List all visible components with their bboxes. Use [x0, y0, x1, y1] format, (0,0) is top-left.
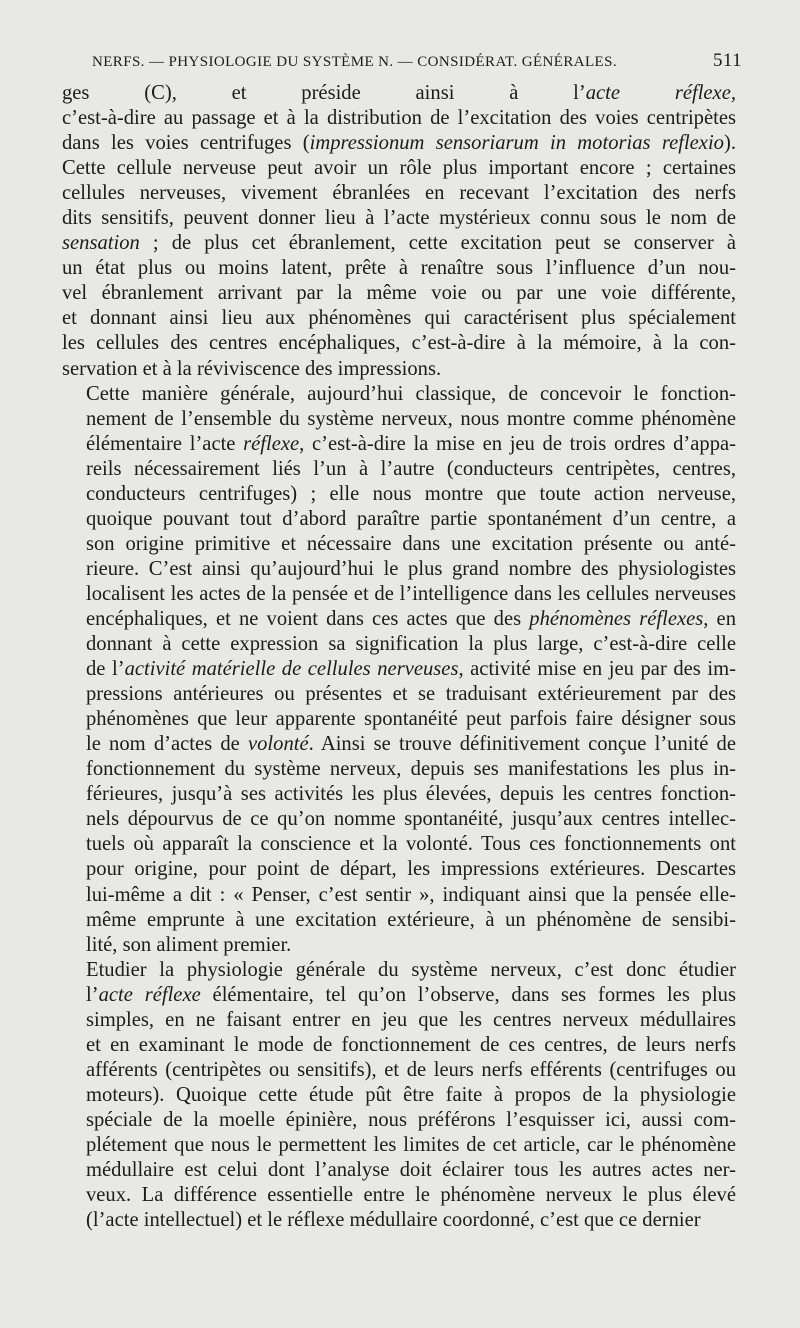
- text-run: phénomènes que leur apparente spontanéité peut parfois faire désigner sous: [86, 708, 736, 731]
- text-line: [62, 607, 736, 632]
- text-run: reils nécessairement liés l’un à l’autre (conducteurs centripètes, centres,: [86, 457, 736, 480]
- text-run: même emprunte à une excitation extérieure, à un phénomène de sensibi-: [86, 908, 736, 931]
- text-line: [62, 807, 736, 832]
- running-title: NERFS. — PHYSIOLOGIE DU SYSTÈME N. — CONSIDÉRAT. GÉNÉRALES.: [92, 54, 618, 70]
- text-line: [62, 1058, 736, 1083]
- paragraph: [62, 382, 736, 958]
- text-line: [62, 156, 736, 181]
- italic-run: activité matérielle de cellules nerveuses: [124, 658, 459, 681]
- text-run: nels dépourvus de ce qu’on nomme spontanéité, jusqu’aux centres intellec-: [86, 808, 736, 831]
- text-run: nement de l’ensemble du système nerveux, nous montre comme phénomène: [86, 407, 736, 430]
- text-run: dans les voies centrifuges (: [62, 132, 310, 155]
- text-run: un état plus ou moins latent, prête à renaître sous l’influence d’un nou-: [62, 257, 736, 280]
- text-line: [62, 457, 736, 482]
- text-run: fonctionnement du système nerveux, depuis ses manifestations les plus in-: [86, 758, 736, 781]
- text-line: [62, 933, 736, 958]
- text-run: Cette manière générale, aujourd’hui classique, de concevoir le fonction-: [86, 382, 736, 405]
- text-line: [62, 1158, 736, 1183]
- text-line: [62, 482, 736, 507]
- italic-run: sensation: [62, 232, 140, 255]
- text-line: [62, 757, 736, 782]
- text-line: [62, 1108, 736, 1133]
- text-line: [62, 1183, 736, 1208]
- text-line: [62, 782, 736, 807]
- text-run: le nom d’actes de: [86, 733, 248, 756]
- text-run: et en examinant le mode de fonctionnement de ces centres, de leurs nerfs: [86, 1033, 736, 1056]
- text-run: encéphaliques, et ne voient dans ces actes que des: [86, 607, 530, 630]
- text-run: tuels où apparaît la conscience et la volonté. Tous ces fonctionnements ont: [86, 833, 736, 856]
- italic-run: acte réflexe,: [585, 82, 736, 104]
- text-line: [62, 331, 736, 356]
- text-line: [62, 432, 736, 457]
- text-run: , c’est-à-dire la mise en jeu de trois ordres d’appa-: [299, 432, 736, 455]
- text-line: [62, 1033, 736, 1058]
- text-run: donnant à cette expression sa signification la plus large, c’est-à-dire celle: [86, 633, 736, 656]
- text-run: médullaire est celui dont l’analyse doit éclairer tous les autres actes ner-: [86, 1159, 736, 1182]
- text-run: simples, en ne faisant entrer en jeu que les centres nerveux médullaires: [86, 1008, 736, 1031]
- text-line: [62, 1208, 736, 1233]
- italic-run: phénomènes réflexes: [529, 607, 704, 630]
- text-line: [62, 857, 736, 882]
- text-line: [62, 908, 736, 933]
- italic-run: acte réflexe: [98, 983, 201, 1006]
- text-line: [62, 707, 736, 732]
- text-run: Etudier la physiologie générale du système nerveux, c’est donc étudier: [86, 958, 736, 981]
- text-line: [62, 557, 736, 582]
- text-run: conducteurs centrifuges) ; elle nous montre que toute action nerveuse,: [86, 482, 736, 505]
- text-run: ; de plus cet ébranlement, cette excitation peut se conserver à: [139, 232, 736, 255]
- text-run: moteurs). Quoique cette étude pût être faite à propos de la physiologie: [86, 1083, 736, 1106]
- text-line: [62, 632, 736, 657]
- text-run: , en: [703, 607, 736, 630]
- text-run: les cellules des centres encéphaliques, c’est-à-dire à la mémoire, à la con-: [62, 332, 736, 355]
- text-run: son origine primitive et nécessaire dans une excitation présente ou anté-: [86, 532, 736, 555]
- text-line: [62, 256, 736, 281]
- paragraph: [62, 81, 736, 382]
- text-line: [62, 682, 736, 707]
- paragraph: [62, 958, 736, 1234]
- italic-run: volonté: [248, 733, 309, 756]
- text-line: [62, 181, 736, 206]
- text-run: lité, son aliment premier.: [86, 933, 292, 956]
- text-line: [62, 206, 736, 231]
- text-run: . Ainsi se trouve définitivement conçue l’unité de: [308, 733, 736, 756]
- text-run: férieures, jusqu’à ses activités les plus élevées, depuis les centres fonction-: [86, 783, 736, 806]
- text-run: rieure. C’est ainsi qu’aujourd’hui le plus grand nombre des physiologistes: [86, 557, 736, 580]
- text-run: (l’acte intellectuel) et le réflexe médullaire coordonné, c’est que ce dernier: [86, 1209, 701, 1232]
- text-run: ges (C), et préside ainsi à l’: [62, 82, 586, 104]
- text-run: , activité mise en jeu par des im-: [458, 658, 736, 681]
- text-line: [62, 1133, 736, 1158]
- text-run: afférents (centripètes ou sensitifs), et de leurs nerfs efférents (centrifuges ou: [86, 1058, 736, 1081]
- text-run: dits sensitifs, peuvent donner lieu à l’acte mystérieux connu sous le nom de: [62, 207, 736, 230]
- text-line: [62, 106, 736, 131]
- italic-run: réflexe: [243, 432, 300, 455]
- text-run: pressions antérieures ou présentes et se traduisant extérieurement par des: [86, 683, 736, 706]
- text-line: [62, 507, 736, 532]
- text-line: [62, 832, 736, 857]
- text-run: l’: [86, 983, 99, 1006]
- text-line: [62, 582, 736, 607]
- text-line: [62, 532, 736, 557]
- text-run: de l’: [86, 658, 125, 681]
- body-text: [62, 81, 736, 1233]
- italic-run: impressionum sensoriarum in motorias reflexio: [309, 132, 724, 155]
- text-run: Cette cellule nerveuse peut avoir un rôle plus important encore ; certaines: [62, 157, 736, 180]
- text-run: vel ébranlement arrivant par la même voie ou par une voie différente,: [62, 282, 736, 305]
- text-run: localisent les actes de la pensée et de l’intelligence dans les cellules nerveuses: [86, 582, 736, 605]
- text-line: [62, 131, 736, 156]
- text-line: [62, 407, 736, 432]
- text-line: [62, 382, 736, 407]
- text-run: plétement que nous le permettent les limites de cet article, car le phénomène: [86, 1133, 736, 1156]
- text-line: [62, 958, 736, 983]
- text-line: [62, 1083, 736, 1108]
- page-number: 511: [713, 50, 742, 71]
- text-run: et donnant ainsi lieu aux phénomènes qui caractérisent plus spécialement: [62, 307, 736, 330]
- text-line: [62, 883, 736, 908]
- text-line: [62, 732, 736, 757]
- text-line: [62, 306, 736, 331]
- running-header: [92, 50, 742, 72]
- text-run: c’est-à-dire au passage et à la distribution de l’excitation des voies centripètes: [62, 107, 736, 130]
- text-run: cellules nerveuses, vivement ébranlées en recevant l’excitation des nerfs: [62, 182, 736, 205]
- text-line: [62, 1008, 736, 1033]
- text-run: élémentaire l’acte: [86, 432, 244, 455]
- text-run: spéciale de la moelle épinière, nous préférons l’esquisser ici, aussi com-: [86, 1108, 736, 1131]
- text-run: élémentaire, tel qu’on l’observe, dans ses formes les plus: [200, 983, 736, 1006]
- text-run: servation et à la réviviscence des impressions.: [62, 357, 442, 380]
- text-run: quoique pouvant tout d’abord paraître partie spontanément d’un centre, a: [86, 507, 736, 530]
- text-run: pour origine, pour point de départ, les impressions extérieures. Descartes: [86, 858, 736, 881]
- text-line: [62, 81, 736, 106]
- text-run: veux. La différence essentielle entre le phénomène nerveux le plus élevé: [86, 1184, 736, 1207]
- text-line: [62, 657, 736, 682]
- text-run: lui-même a dit : « Penser, c’est sentir », indiquant ainsi que la pensée elle-: [86, 883, 736, 906]
- text-line: [62, 231, 736, 256]
- text-run: ).: [723, 132, 736, 155]
- text-line: [62, 983, 736, 1008]
- text-line: [62, 281, 736, 306]
- text-line: [62, 357, 736, 382]
